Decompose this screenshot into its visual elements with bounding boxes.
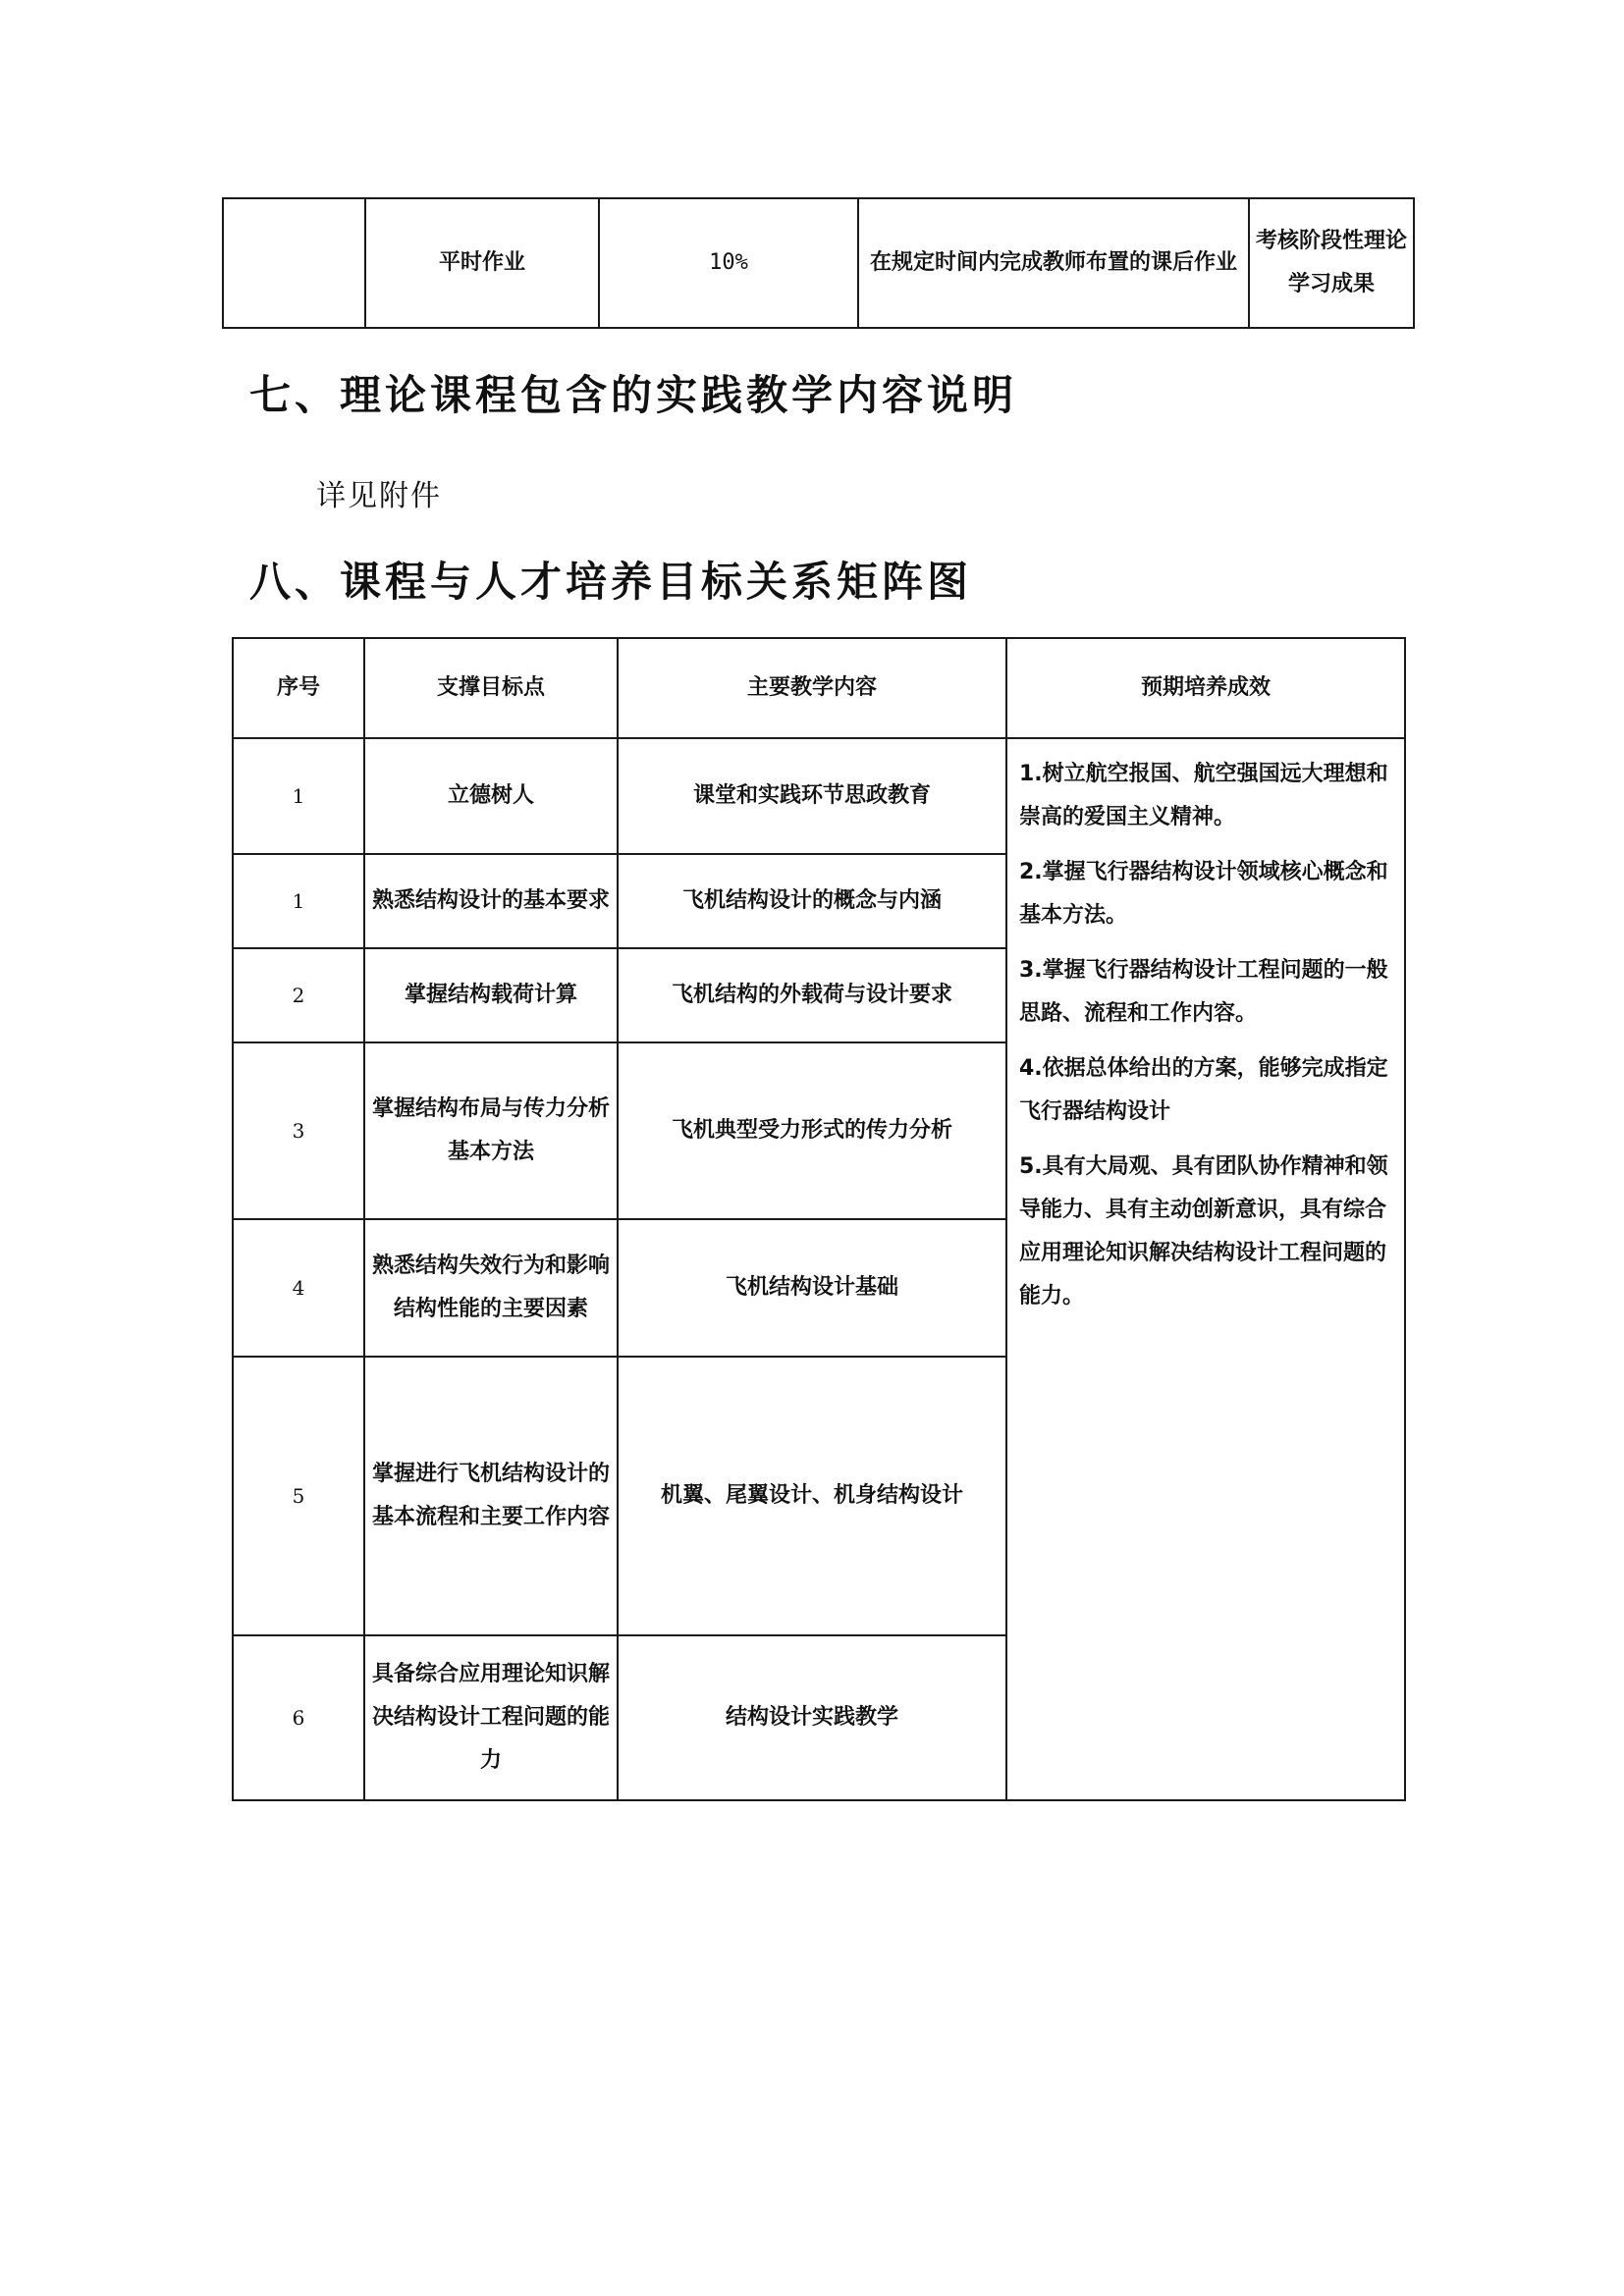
outcome-item: 5.具有大局观、具有团队协作精神和领导能力、具有主动创新意识，具有综合应用理论知识解决结构设计工程问题的能力。 [1019,1154,1388,1308]
assessment-requirement: 在规定时间内完成教师布置的课后作业 [858,198,1249,328]
outcome-item: 2.掌握飞行器结构设计领域核心概念和基本方法。 [1019,860,1388,928]
section-8-heading: 八、课程与人才培养目标关系矩阵图 [249,558,973,606]
table-row [233,738,1405,854]
row-content: 飞机结构设计的概念与内涵 [618,854,1006,948]
row-number: 1 [233,854,364,948]
assessment-weight: 10% [599,198,858,328]
expected-outcomes-cell [1006,738,1405,1800]
table-header-row [233,638,1405,738]
table-row [223,198,1414,328]
row-number: 2 [233,948,364,1042]
row-content: 飞机典型受力形式的传力分析 [618,1042,1006,1219]
row-goal: 立德树人 [364,738,618,854]
assessment-table [222,197,1415,329]
row-goal: 掌握结构载荷计算 [364,948,618,1042]
header-cell-goal: 支撑目标点 [364,638,618,738]
header-cell-outcome: 预期培养成效 [1006,638,1405,738]
row-content: 结构设计实践教学 [618,1635,1006,1800]
row-content: 课堂和实践环节思政教育 [618,738,1006,854]
row-number: 1 [233,738,364,854]
objective-matrix-table [232,637,1406,1801]
assessment-target: 考核阶段性理论学习成果 [1249,198,1414,328]
row-number: 4 [233,1219,364,1357]
outcome-item: 3.掌握飞行器结构设计工程问题的一般思路、流程和工作内容。 [1019,958,1388,1026]
row-content: 飞机结构设计基础 [618,1219,1006,1357]
table-cell-blank [223,198,365,328]
row-number: 6 [233,1635,364,1800]
row-goal: 掌握进行飞机结构设计的基本流程和主要工作内容 [364,1357,618,1635]
assessment-item: 平时作业 [365,198,599,328]
row-content: 机翼、尾翼设计、机身结构设计 [618,1357,1006,1635]
section-7-body: 详见附件 [316,479,442,513]
row-goal: 熟悉结构设计的基本要求 [364,854,618,948]
outcome-item: 1.树立航空报国、航空强国远大理想和崇高的爱国主义精神。 [1019,762,1388,829]
header-cell-content: 主要教学内容 [618,638,1006,738]
row-goal: 具备综合应用理论知识解决结构设计工程问题的能力 [364,1635,618,1800]
row-goal: 熟悉结构失效行为和影响结构性能的主要因素 [364,1219,618,1357]
section-7-heading: 七、理论课程包含的实践教学内容说明 [249,371,1018,419]
row-goal: 掌握结构布局与传力分析基本方法 [364,1042,618,1219]
outcome-item: 4.依据总体给出的方案，能够完成指定飞行器结构设计 [1019,1056,1388,1124]
row-content: 飞机结构的外载荷与设计要求 [618,948,1006,1042]
row-number: 5 [233,1357,364,1635]
header-cell-no: 序号 [233,638,364,738]
row-number: 3 [233,1042,364,1219]
